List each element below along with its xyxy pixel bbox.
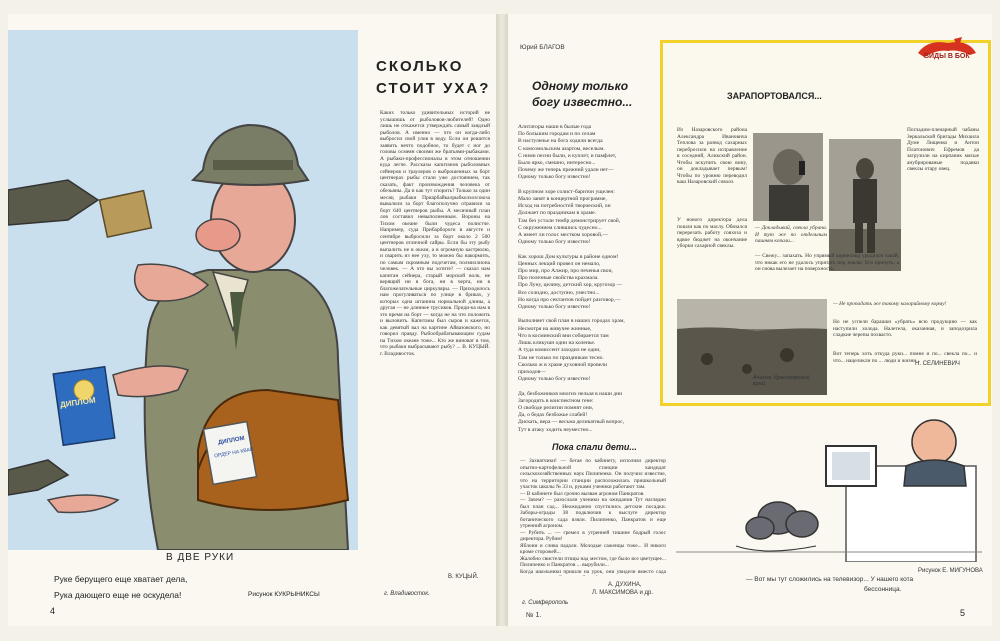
article-dateline: г. Владивосток. [384, 591, 430, 597]
box-text-3: Погладим-пленарный чабаны Зеркальской бригады Михаила Думе Лищенко и Антон Платонович Ефремов да загрузили на кирпаник мясые анубрированые подавки свеклы отару овец. [907, 127, 979, 172]
article-title [376, 56, 491, 100]
folder-label: ДИПЛОМ [217, 435, 246, 447]
box-signature: Н. СЕЛИНЕВИЧ [915, 361, 960, 367]
folder-label-2: ОРДЕР НА КВАР. [213, 446, 255, 460]
cartoon-2 [676, 406, 982, 562]
article2-body: — Захватчики! — бегая по кабинету, исполнял директор опытно-картофельной станции кандидат сельскохозяйственных наук Пилипенко. Он получил известие, что на территории станции расположилась пришкольный участок школы № 33 и, руками ученики работают там. — В кабинете был срочно вызван агроном Панкратов. — Зачем? — разослали ученики на ожидания Тут наглядно был план сад... Неожиданно спустились детские посадки. Заборы-ограды 38 подключив к выслуге директор ботанического сада взяли. Пилипенко, Панкратов и еще утренний агроном. — Рубить ... — гремел в утренней тишине бодрый голос директора. Рубим! Яблони и слива падали. Молодые саженцы тоже... И никого кроме сторожей... Жалобно свистели птицы над местом, где было все цветущее... Пилипенко и Панкратов ... вырубили... Когда школьники пришли на урок, они увидели вместо сада [520, 458, 666, 575]
box-title: ЗАРАПОРТОВАЛСЯ... [727, 91, 822, 101]
caption-line-2: Рука дающего еще не оскудела! [54, 590, 182, 600]
poem-text: Алитаторы наши в былые года По большим городам и по селам В настуленье на бога ходили всегда С комсомольским азартом, веселым. С ними песни были, и куплет, и памфлет, Было ярко, смешно, интересно... Почему же теперь прежний удали нет— Одному только богу известно! В крупном хоре солист-баритон ущелен: Мало занят в концертной программе, Исход на потребностей творческий, он Должает по праздникам в храме. Там без устали тембр демонстрирует свой, С окружением слившись чудесно... А имеет ли голос местком хоровой,— Одному только богу известно! Как хорош Дом культуры в районе одном! Ценных лекций провел он немало, Про мир, про Алжир, про печенья свои, Про полезные свойства крахмала. Про Луну, целину, детский хор, кругозор — Все солидно, доступно, уместно... Но когда про сектантов пойдет разговор,— Одному только богу известно! Выполняет свой план в наших городах храм, Несмотря на живучее жинные, Что в косминский вни собирается там Лишь кликушн одни на коленье. А туда комиссент заходил не один, Там не только по праздникам тесно. Сколько ж в храме духовной провели приходов— Одному только богу известно! Да, безбожников многих нельзя в наши дни Загородить в конспектном гене: О свободе религии помнят они, Да, о бедах безбожье слабей! Дискать, вера — весьма деликатный вопрос, Тут в атаку ходить неуместно... [518, 124, 625, 433]
poem-author: Юрий БЛАГОВ [520, 44, 565, 51]
cartoon-2-caption-2: бессонница. [864, 586, 902, 593]
cartoon-2-credit: Рисунок Е. МИГУНОВА [918, 568, 983, 574]
diploma-label: ДИПЛОМ [59, 395, 97, 410]
cartoon-drawing [8, 30, 358, 550]
right-page [508, 14, 992, 626]
page-number-left: 4 [50, 606, 56, 616]
article2-dateline: г. Симферополь [522, 600, 569, 606]
article-title-line-1: СКОЛЬКО [376, 58, 464, 75]
page-number-right: 5 [960, 608, 966, 618]
box-text-2: У нового директора дела пошли как по маслу. Обязался перерезать работу совхоза и вдвое бюджет на окончание уборки сахарной свеклы. [677, 217, 747, 249]
article2-signature-1: А. ДУХИНА, [608, 582, 642, 588]
portrait-drawing [753, 133, 823, 221]
caption-line-1: Руке берущего еще хватает дела, [54, 574, 188, 584]
article-body: Каких только удивительных историй не услышишь от рыболовов-любителей! Одно лишь не откажется утверждать самый заядлый рыболов. А именно — что он когда-либо выбросил свой улов в воду. Если он решится заявить нечто подобное, то будет с ног до головы осмеян своими же братьями-рыбаками. А рыбаки-профессионалы в этом отношении куда легче. Рассказы капитанов рыболовных сейнеров и траулеров о выброшенных за борт центнерах рыбы стали уже достоянием, так сказать, факт произвождения человека от обезьяны. Да и как тут спорить? Только за один месяц рыбаки Приарбайкалрыбколхозсоюза вывалили за борт благополучно отравили за борт 640 центнеров рыбы. А месячный план лов составил невыполненным. Вороны на Тихом океане были чудеса полистче. Например, суда Прибарбороги в августе и сентябре выбросили за борт около 2 500 центнеров отличной сайры. Если бы эту рыбу выпалить не в океан, а в огромную кастрюлю, и сварить из нее уху, то можно бы накормить, по самым скромным подсчетам, полмиллиона человек. — А что вы хотите? — сказал нам капитан сейнера, старый морской волк, не верящий ни в бога, ни в черта, ни в благожелательные циркуляры. — Приходилось нам прогуливаться по улице в бриках, у которых одна штанина нормальной длины, а другая — не длиннее трусиков. Приди-ка нам в это время на борт — когда не на что положить и выловить. Капитаны был сыров и кажется, как девятый вал на картине Айвазовского, но говорил правду. Рыбообрабатывающим судам на Тихом океане тоже... Кто же виноват в том, что рыбаки выбрасывают рыбу? ... В. КУЦЫЙ. г. Владивосток. [380, 110, 490, 357]
photo-caption: Ачинск, Красноярский край. [753, 375, 810, 387]
caption-title: В ДВЕ РУКИ [166, 552, 235, 563]
page-gutter [496, 14, 508, 626]
box-text-1: Из Назаровского района Александра Ивановича Теплова за развод сахарных перебросили на исправление в соседний, Аликский район. Чтобы искупить свою вину, он докладывает первым! Чтобы по уровню переводил ваш Назаровский совхоз. [677, 127, 747, 185]
article2-signature-2: Л. МАКСИМОВА и др. [592, 590, 654, 596]
feature-box [660, 40, 991, 406]
cartoon-illustration [8, 30, 358, 550]
field-man-drawing [829, 139, 901, 271]
badge-label: ВИДЫ В БОК [924, 53, 970, 60]
photo-field-man [829, 139, 901, 271]
article-byline: В. КУЦЫЙ. [448, 574, 479, 580]
box-text-4: Вот теперь хоть откуда руки... помне и по... свекла по... и что... нацеликли по ... люди и жизни... [833, 351, 977, 364]
devil-icon [908, 35, 982, 69]
box-quote-1: — Докладывай, свекла убрана. И тут же по отдельным пашням копали... [755, 225, 827, 244]
box-quote-2: — Свежу... запахать. Но упрямый корнеплод уродился такой, что никак его не удалось упрятать под землю. Его причуть, а он снова вылезает на поверхность. [755, 253, 899, 272]
poem-title: Одному только богу известно... [532, 79, 633, 109]
cartoon-2-caption-1: — Вот мы тут сложились на телевизор... У нашего кота [746, 576, 914, 583]
article2-title: Пока спали дети... [552, 442, 637, 452]
footer-issue: № 1. [526, 612, 542, 619]
caption-credit: Рисунок КУКРЫНИКСЫ [248, 591, 320, 598]
left-page [8, 14, 496, 626]
article-title-line-2: СТОИТ УХА? [376, 80, 491, 97]
photo-portrait [753, 133, 823, 221]
box-quote-3: — Не пропадать же такому калорийному корму! [833, 301, 947, 307]
badge [908, 35, 982, 69]
cartoon-2-drawing [676, 406, 982, 562]
box-quote-4: Но не успели барашки «убрать» всю продукцию — как наступили холода. Налетела, оказанная, и заподозрила сладкие черепы похвасто. [833, 319, 977, 338]
